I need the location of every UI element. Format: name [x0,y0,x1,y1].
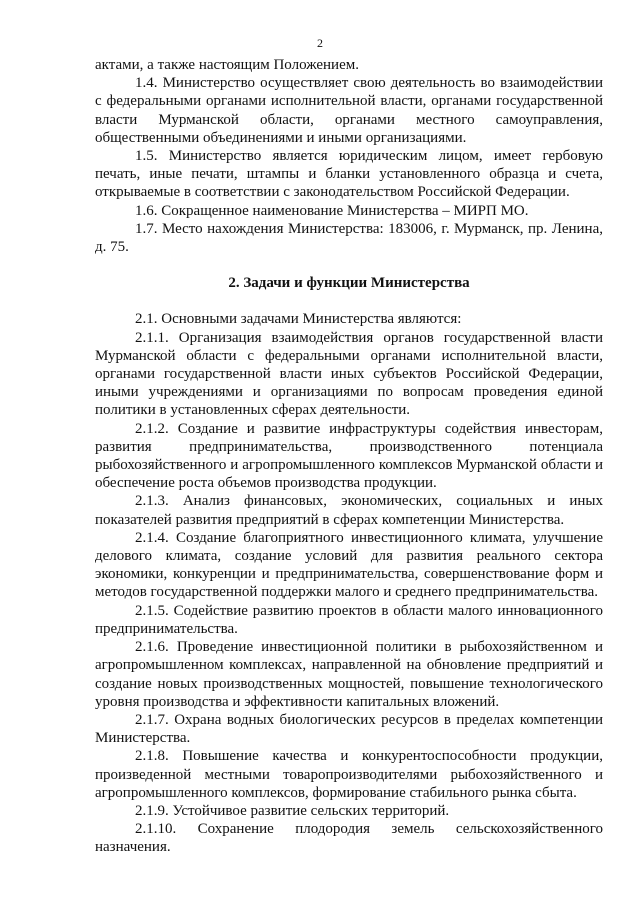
paragraph: 2.1.4. Создание благоприятного инвестиционного климата, улучшение делового климата, создание условий для развития реального сектора экономики, конкуренции и предпринимательства, совершенствование форм и методов государственной поддержки малого и среднего предпринимательства. [95,529,603,601]
paragraph: 2.1.9. Устойчивое развитие сельских территорий. [135,802,450,819]
paragraph: 1.4. Министерство осуществляет свою деятельность во взаимодействии с федеральными органами исполнительной власти, органами государственной власти Мурманской области, органами местного самоуправления, общественными объединениями и иными организациями. [95,75,603,146]
paragraph: актами, а также настоящим Положением. [95,57,359,73]
paragraph: 2.1.6. Проведение инвестиционной политики в рыбохозяйственном и агропромышленном комплексах, направленной на обновление предприятий и создание новых производственных мощностей, повышение технологического уровня производства и эффективности капитальных вложений. [95,639,603,710]
document-body [95,56,603,857]
paragraph: 2.1. Основными задачами Министерства являются: [135,311,462,328]
paragraph: 2.1.1. Организация взаимодействия органов государственной власти Мурманской области с федеральными органами исполнительной власти, органами государственной власти иных субъектов Российской Федерации, иными учреждениями и организациями по вопросам проведения единой политики в установленных сферах деятельности. [95,329,603,419]
section-heading: 2. Задачи и функции Министерства [228,275,470,292]
page-number: 2 [317,36,323,50]
paragraph: 2.1.2. Создание и развитие инфраструктуры содействия инвесторам, развития предпринимательства, производственного потенциала рыбохозяйственного и агропромышленного комплексов Мурманской области и обеспечение роста объемов производства продукции. [95,420,603,492]
paragraph: 2.1.3. Анализ финансовых, экономических, социальных и иных показателей развития предприятий в сферах компетенции Министерства. [95,493,603,528]
paragraph: 2.1.5. Содействие развитию проектов в области малого инновационного предпринимательства. [95,602,603,637]
paragraph: 2.1.10. Сохранение плодородия земель сельскохозяйственного назначения. [95,821,603,856]
paragraph: 1.6. Сокращенное наименование Министерства – МИРП МО. [135,202,529,219]
paragraph: 2.1.8. Повышение качества и конкурентоспособности продукции, произведенной местными товаропроизводителями рыбохозяйственного и агропромышленного комплексов, формирование стабильного рынка сбыта. [95,748,603,801]
paragraph: 2.1.7. Охрана водных биологических ресурсов в пределах компетенции Министерства. [95,711,603,747]
paragraph: 1.5. Министерство является юридическим лицом, имеет гербовую печать, иные печати, штампы и бланки установленного образца и счета, открываемые в соответствии с законодательством Российской Федерации. [95,148,603,201]
paragraph: 1.7. Место нахождения Министерства: 183006, г. Мурманск, пр. Ленина, д. 75. [95,220,603,256]
